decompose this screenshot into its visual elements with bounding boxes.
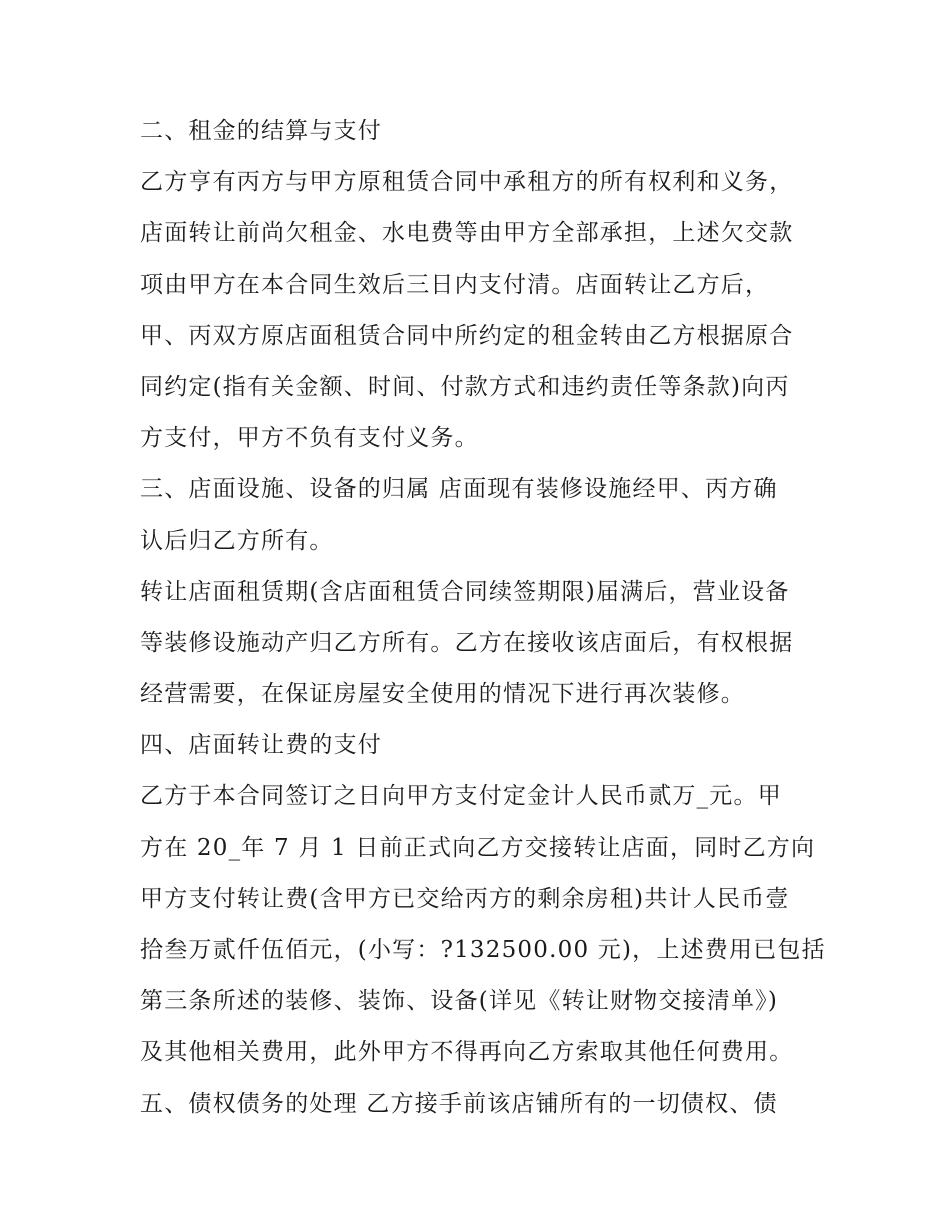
section-heading-debts: 五、债权债务的处理 乙方接手前该店铺所有的一切债权、债 (140, 1090, 778, 1117)
paragraph-line: 项由甲方在本合同生效后三日内支付清。店面转让乙方后， (140, 271, 770, 298)
section-heading-transfer-fee: 四、店面转让费的支付 (140, 732, 382, 759)
paragraph-line: 乙方于本合同签订之日向甲方支付定金计人民币贰万_元。甲 (140, 783, 782, 810)
section-heading-facilities: 三、店面设施、设备的归属 店面现有装修设施经甲、丙方确 (140, 476, 778, 503)
paragraph-line: 乙方亨有丙方与甲方原租赁合同中承租方的所有权利和义务， (140, 169, 794, 196)
paragraph-line: 甲、丙双方原店面租赁合同中所约定的租金转由乙方根据原合 (140, 322, 794, 349)
paragraph-line: 经营需要，在保证房屋安全使用的情况下进行再次装修。 (140, 681, 745, 708)
section-heading-rent-payment: 二、租金的结算与支付 (140, 118, 382, 144)
paragraph-line: 转让店面租赁期(含店面租赁合同续签期限)届满后，营业设备 (140, 578, 790, 605)
paragraph-line: 及其他相关费用，此外甲方不得再向乙方索取其他任何费用。 (140, 1039, 794, 1066)
paragraph-line: 认后归乙方所有。 (140, 527, 334, 554)
paragraph-line: 店面转让前尚欠租金、水电费等由甲方全部承担，上述欠交款 (140, 220, 794, 247)
paragraph-line: 甲方支付转让费(含甲方已交给丙方的剩余房租)共计人民币壹 (140, 885, 790, 912)
document-body (140, 106, 830, 1130)
paragraph-line: 方在 20_年 7 月 1 日前正式向乙方交接转让店面，同时乙方向 (140, 834, 816, 861)
paragraph-line: 第三条所述的装修、装饰、设备(详见《转让财物交接清单》) (140, 988, 779, 1015)
paragraph-line: 方支付，甲方不负有支付义务。 (140, 425, 479, 452)
paragraph-line: 同约定(指有关金额、时间、付款方式和违约责任等条款)向丙 (140, 373, 790, 400)
paragraph-line: 等装修设施动产归乙方所有。乙方在接收该店面后，有权根据 (140, 629, 794, 656)
paragraph-line: 拾叁万贰仟伍佰元，(小写：?132500.00 元)，上述费用已包括 (140, 937, 826, 963)
